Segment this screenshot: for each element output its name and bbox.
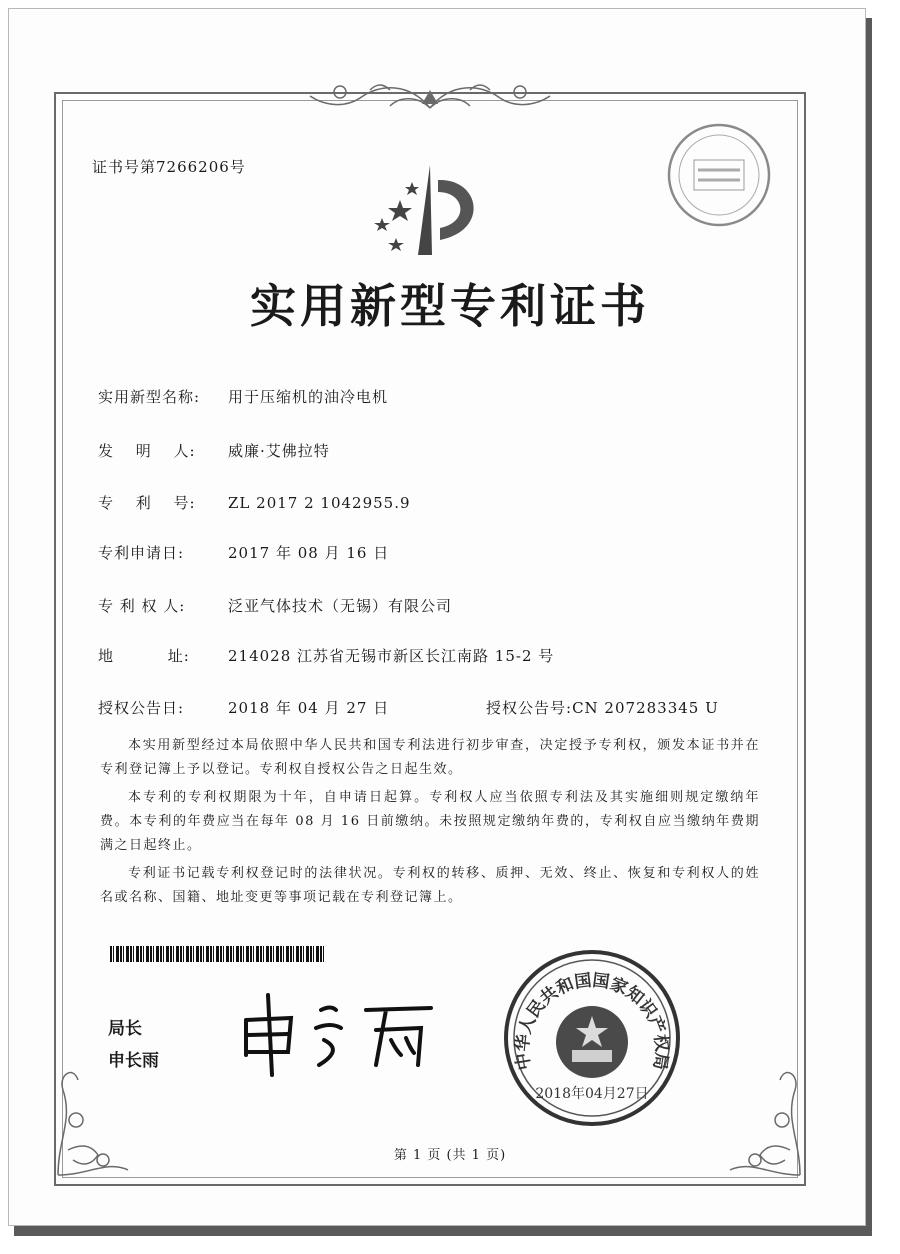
field-value: 泛亚气体技术（无锡）有限公司	[228, 597, 453, 615]
field-value: CN 207283345 U	[572, 699, 719, 717]
field-address	[98, 645, 554, 666]
body-paragraph: 专利证书记载专利权登记时的法律状况。专利权的转移、质押、无效、终止、恢复和专利权人的姓名或名称、国籍、地址变更等事项记载在专利登记簿上。	[100, 866, 760, 905]
field-label: 专 利 号:	[98, 494, 196, 512]
field-value: 用于压缩机的油冷电机	[228, 388, 389, 406]
page-number: 第 1 页 (共 1 页)	[393, 1148, 507, 1163]
certificate-number: 证书号第7266206号	[92, 158, 246, 176]
certificate-body	[100, 734, 760, 914]
barcode	[110, 946, 326, 962]
field-inventor	[98, 440, 330, 461]
field-application-date	[98, 542, 389, 563]
top-ornament-icon	[300, 78, 560, 118]
field-grant-number	[486, 697, 719, 718]
field-label: 授权公告日:	[98, 699, 185, 717]
field-value: 214028 江苏省无锡市新区长江南路 15-2 号	[228, 647, 555, 665]
certificate-title: 实用新型专利证书	[250, 279, 650, 333]
field-label: 实用新型名称:	[98, 388, 201, 406]
field-grant-date	[98, 697, 389, 718]
signature-name: 申长雨	[108, 1051, 159, 1071]
official-seal-icon	[500, 946, 684, 1130]
signature-title: 局长	[108, 1019, 142, 1039]
field-label: 发 明 人:	[98, 442, 196, 460]
seal-date: 2018年04月27日	[535, 1086, 649, 1102]
field-utility-model-name	[98, 386, 388, 407]
field-label: 地 址:	[98, 647, 190, 665]
patent-office-logo-icon	[360, 160, 500, 260]
corner-stamp-icon	[664, 120, 774, 230]
field-label: 授权公告号:	[486, 699, 573, 717]
field-value: 2018 年 04 月 27 日	[228, 699, 390, 717]
field-label: 专利申请日:	[98, 544, 185, 562]
field-patentee	[98, 595, 452, 616]
field-label: 专 利 权 人:	[98, 597, 186, 615]
body-paragraph: 本专利的专利权期限为十年，自申请日起算。专利权人应当依照专利法及其实施细则规定缴纳年费。本专利的年费应当在每年 08 月 16 日前缴纳。未按照规定缴纳年费的，专利权自应当缴纳年费期满之日起终止。	[100, 790, 760, 853]
body-paragraph: 本实用新型经过本局依照中华人民共和国专利法进行初步审查，决定授予专利权，颁发本证书并在专利登记簿上予以登记。专利权自授权公告之日起生效。	[100, 738, 760, 777]
field-value: ZL 2017 2 1042955.9	[228, 494, 411, 512]
seal-text: 中华人民共和国国家知识产权局	[512, 970, 672, 1072]
field-value: 威廉·艾佛拉特	[228, 442, 330, 460]
handwritten-signature	[236, 990, 436, 1080]
field-patent-number	[98, 492, 411, 513]
field-value: 2017 年 08 月 16 日	[228, 544, 390, 562]
